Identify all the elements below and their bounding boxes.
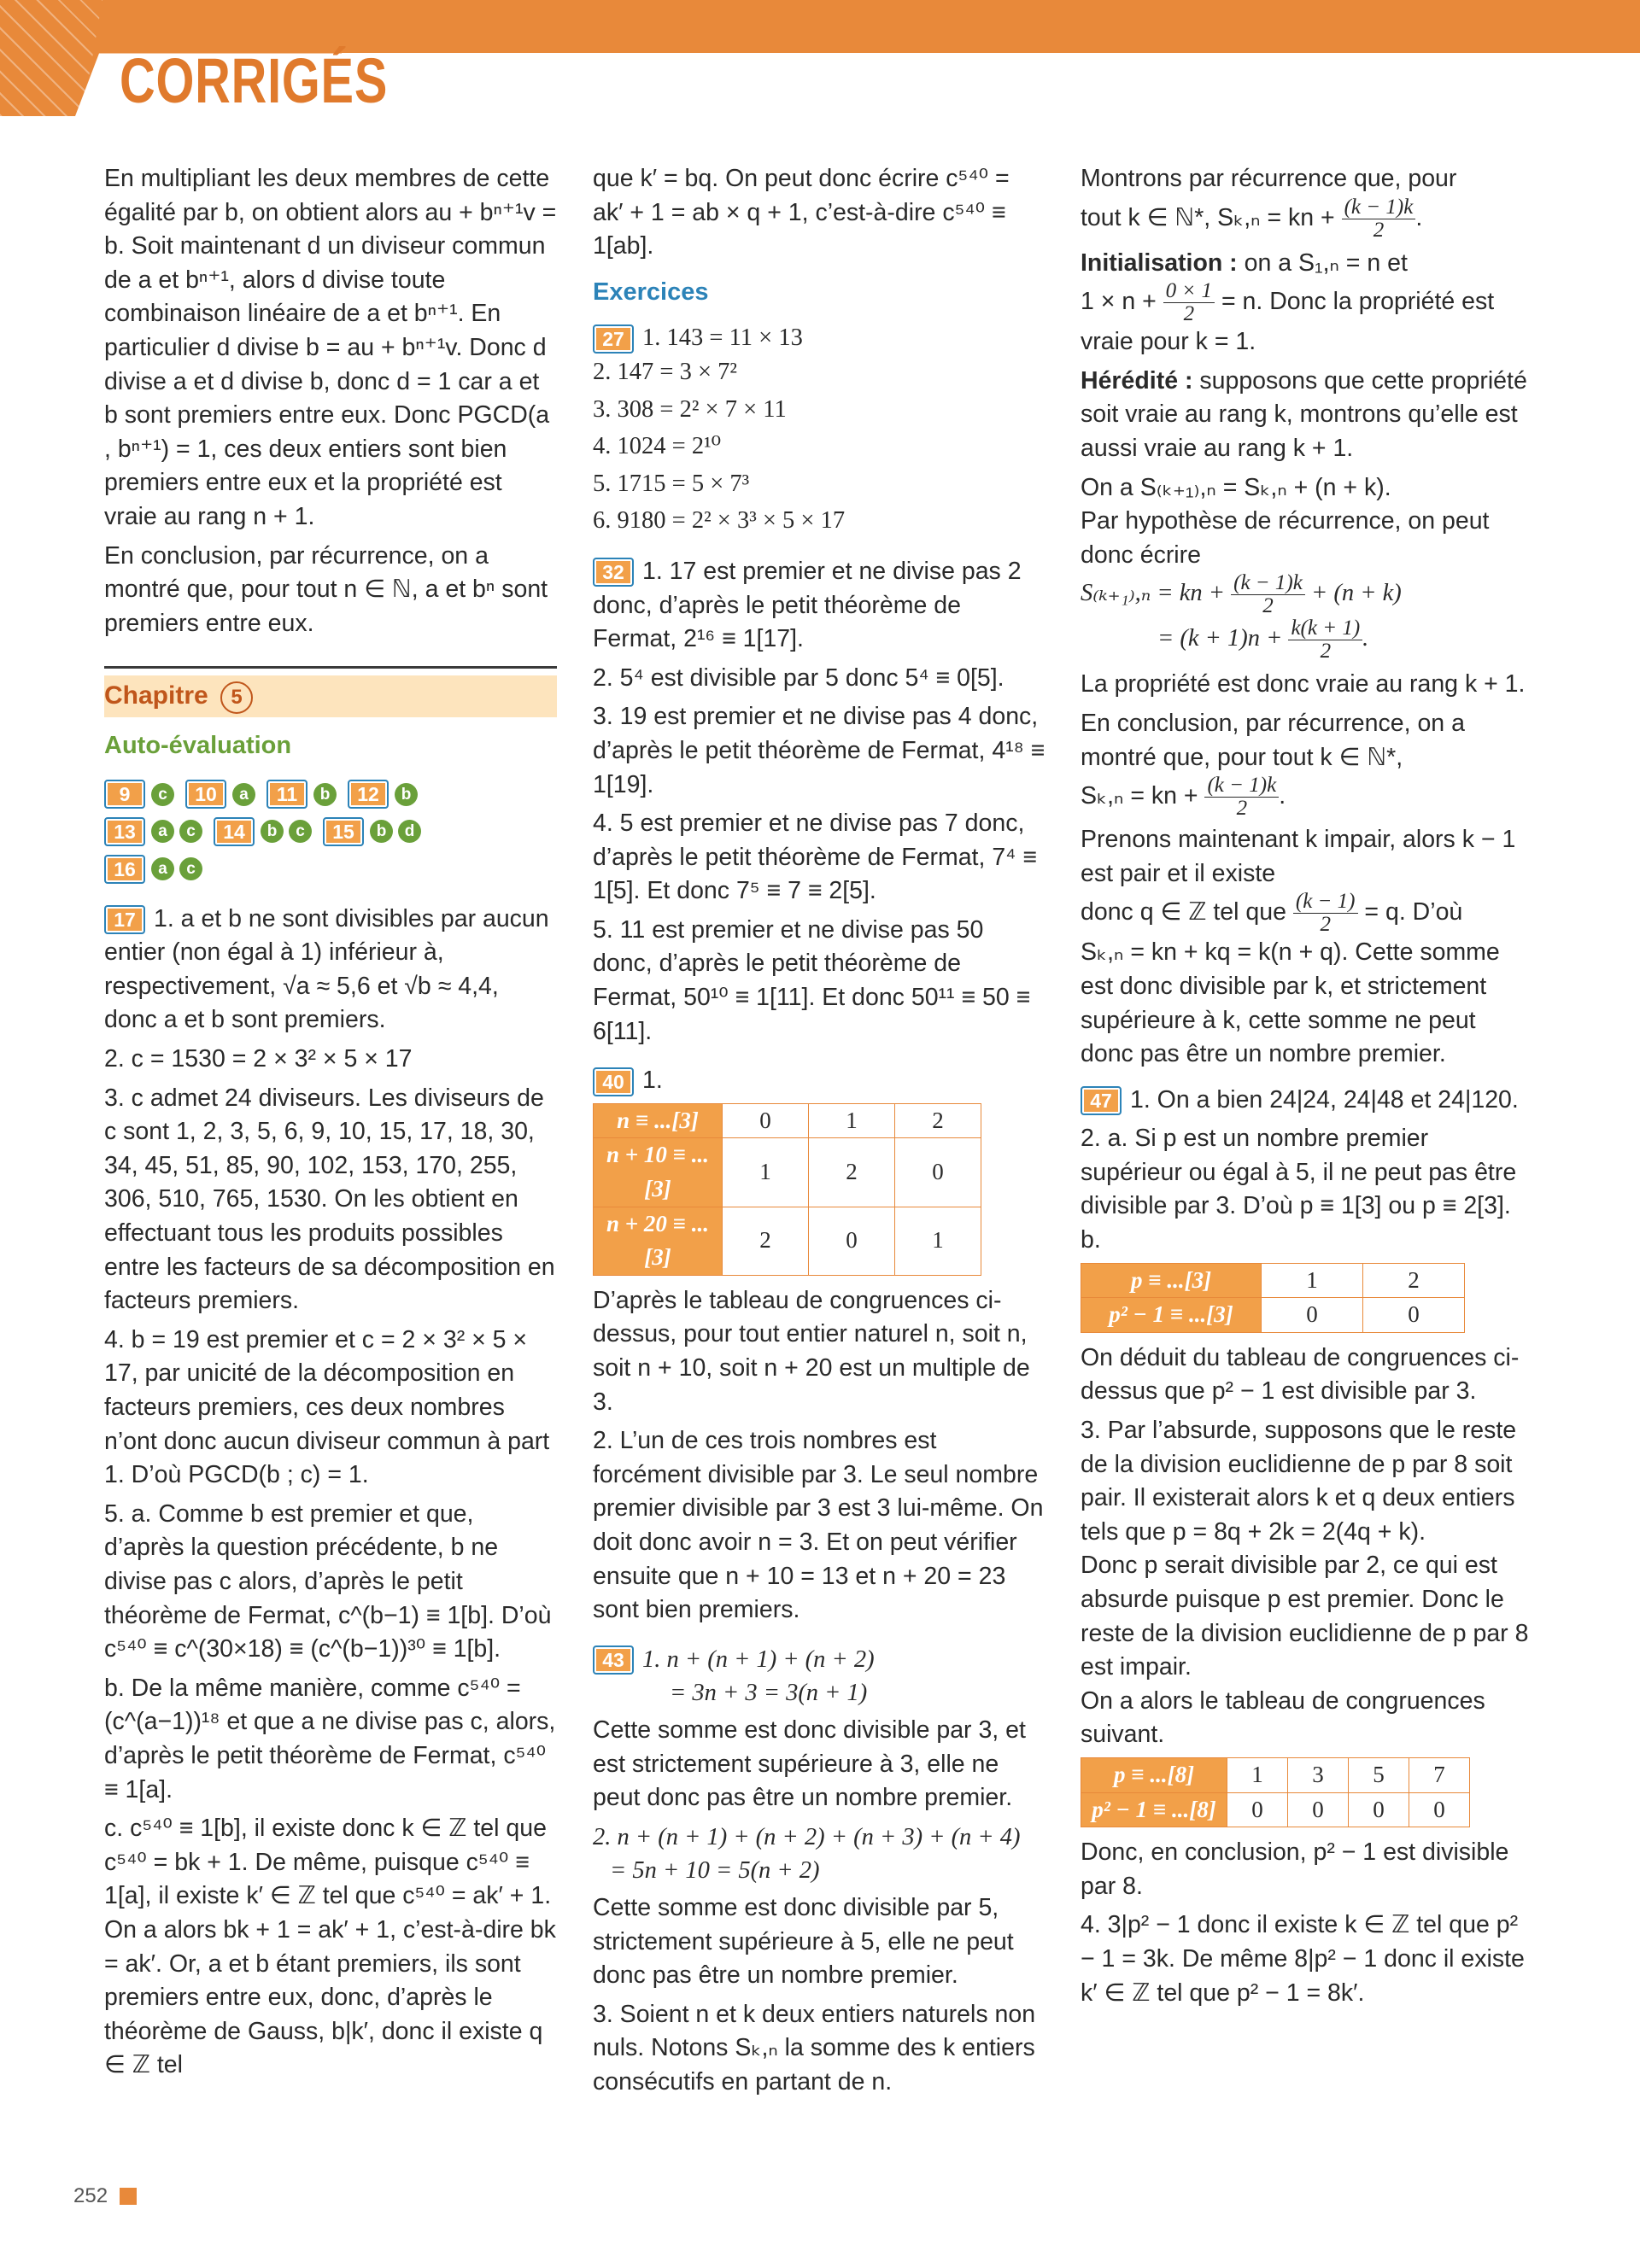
congruence-table — [1081, 1757, 1470, 1827]
qcm-item — [185, 780, 258, 807]
fraction-den: 2 — [1236, 797, 1248, 821]
paragraph — [1081, 247, 1533, 281]
qcm-answer: d — [398, 820, 421, 843]
answer-text: 1. a et b ne sont divisibles par aucun entier (non égal à 1) inférieur à, respectivement, √a ≈ 5,6 et √b ≈ 4,4, donc a et b sont premiers. — [104, 904, 549, 1034]
answer-text: 2. a. Si p est un nombre premier supérieur ou égal à 5, il ne peut pas être divisible par 3. D’où p ≡ 1[3] ou p ≡ 2[3]. — [1081, 1125, 1517, 1220]
header-pattern — [0, 0, 102, 116]
answer-text: 2. 147 = 3 × 7² — [593, 358, 737, 385]
qcm-answer: b — [261, 820, 284, 843]
answer-text: 5. a. Comme b est premier et que, d’après la question précédente, b ne divise pas c alors, d’après le petit théorème de Fermat, c^(b−1) ≡ 1[b]. D’où c⁵⁴⁰ ≡ c^(30×18) ≡ (c^(b−1))³⁰ ≡ 1[b]. — [104, 1499, 552, 1663]
exercise — [593, 1643, 1046, 1677]
paragraph: que k′ = bq. On peut donc écrire c⁵⁴⁰ = ak′ + 1 = ab × q + 1, c’est-à-dire c⁵⁴⁰ ≡ 1[ab]. — [593, 165, 1010, 260]
qcm-answer: c — [179, 820, 202, 843]
fraction-den: 2 — [1183, 302, 1195, 326]
qcm-answer: c — [151, 783, 174, 806]
table-cell: 2 — [1363, 1263, 1465, 1298]
congruence-table — [1081, 1263, 1465, 1333]
answer-text: Donc p serait divisible par 2, ce qui est absurde puisque p est premier. Donc le reste de la division euclidienne de p par 8 est impair. — [1081, 1552, 1529, 1681]
table-cell: 0 — [809, 1207, 895, 1275]
paragraph — [1081, 891, 1533, 936]
exercise-badge: 43 — [593, 1645, 634, 1675]
section-title: Auto-évaluation — [104, 732, 292, 760]
table-cell: 1 — [809, 1103, 895, 1138]
text: tout k ∈ ℕ*, Sₖ,ₙ = kn + — [1081, 203, 1335, 231]
text: 1 × n + — [1081, 288, 1157, 316]
answer-text: 4. b = 19 est premier et c = 2 × 3² × 5 × 17, par unicité de la décomposition en facteurs premiers, ces deux nombres n’ont donc aucun diviseur commun à part 1. D’où PGCD(b ; c) = 1. — [104, 1325, 550, 1489]
exercise — [593, 1064, 1046, 1098]
answer-text: On a alors le tableau de congruences suivant. — [1081, 1686, 1485, 1749]
chapter-number: 5 — [220, 681, 253, 714]
qcm-row — [104, 815, 557, 849]
qcm-item — [214, 817, 314, 845]
exercise — [593, 555, 1046, 657]
text: Sₖ,ₙ = kn + — [1081, 782, 1198, 810]
table-cell: 1 — [723, 1138, 809, 1207]
paragraph: En conclusion, par récurrence, on a montré que, pour tout n ∈ ℕ, a et bⁿ sont premiers entre eux. — [104, 541, 548, 637]
answer-text: = 5n + 10 = 5(n + 2) — [610, 1857, 820, 1885]
answer-text: 2. L’un de ces trois nombres est forcément divisible par 3. Le seul nombre premier divisible par 3 est 3 lui-même. On doit donc avoir n = 3. Et on peut vérifier ensuite que n + 10 = 13 et n + 20 = 23 sont bien premiers. — [593, 1427, 1044, 1624]
paragraph: tout k ∈ ℕ*, Sₖ,ₙ = kn + $\frac{(k - 1)k}{2}$ . — [1081, 195, 1423, 242]
table-cell: 0 — [895, 1138, 981, 1207]
paragraph: En conclusion, par récurrence, on a montré que, pour tout k ∈ ℕ*, — [1081, 709, 1465, 771]
exercise-badge: 17 — [104, 905, 145, 934]
table-cell: 0 — [1227, 1792, 1288, 1827]
table-cell: 0 — [1409, 1792, 1470, 1827]
text: S₍ₖ₊₁₎,ₙ = kn + — [1081, 580, 1226, 607]
answer-text: 3. Par l’absurde, supposons que le reste de la division euclidienne de p par 8 soit pair. Il existerait alors k et q deux entiers tels que p = 8q + 2k = 2(4q + k). — [1081, 1417, 1517, 1546]
table-cell: p² − 1 ≡ ...[3] — [1081, 1298, 1262, 1333]
table-cell: 2 — [809, 1138, 895, 1207]
label: Hérédité : — [1081, 366, 1193, 395]
exercise-badge: 32 — [593, 558, 634, 587]
qcm-badge: 16 — [104, 855, 145, 884]
answer-text: 3. c admet 24 diviseurs. Les diviseurs de c sont 1, 2, 3, 5, 6, 9, 10, 15, 17, 18, 30, 34, 45, 51, 85, 90, 102, 153, 170, 255, 306, 510, 765, 1530. On les obtient en effectuant tous les produits possibles entre les facteurs de sa décomposition en facteurs premiers. — [104, 1084, 555, 1315]
fraction-num: 0 × 1 — [1163, 280, 1215, 303]
answer-text: 1. 143 = 11 × 13 — [642, 324, 803, 352]
fraction-num: (k − 1)k — [1231, 572, 1305, 595]
equation: = (k + 1)n + $\frac{k(k + 1)}{2}$ . — [1157, 617, 1369, 663]
fraction-num: (k − 1)k — [1204, 775, 1279, 798]
paragraph: En multipliant les deux membres de cette égalité par b, on obtient alors au + bⁿ⁺¹v = b. Soit maintenant d un diviseur commun de a et bⁿ⁺¹, alors d divise toute combinaison linéaire de a et bⁿ⁺¹. En particulier d divise b = au + bⁿ⁺¹v. Donc d divise a et d divise b, donc d = 1 car a et b sont premiers entre eux. Donc PGCD(a , bⁿ⁺¹) = 1, ces deux entiers sont bien premiers entre eux et la propriété est vraie au rang n + 1. — [104, 165, 557, 530]
answer-text: c. c⁵⁴⁰ ≡ 1[b], il existe donc k ∈ ℤ tel que c⁵⁴⁰ = bk + 1. De même, puisque c⁵⁴⁰ ≡ 1[a], il existe k′ ∈ ℤ tel que c⁵⁴⁰ = ak′ + 1. On a alors bk + 1 = ak′ + 1, c’est-à-dire bk = ak′. Or, a et b étant premiers, ils sont premiers entre eux, donc, d’après le théorème de Gauss, b|k′, donc il existe q ∈ ℤ tel — [104, 1815, 556, 2079]
column-3 — [1081, 162, 1533, 2015]
paragraph: Par hypothèse de récurrence, on peut donc écrire — [1081, 507, 1490, 569]
table-cell: n + 20 ≡ ...[3] — [594, 1207, 723, 1275]
answer-text: b. — [1081, 1226, 1101, 1254]
qcm-answer: c — [179, 857, 202, 880]
chapter-label: Chapitre — [104, 681, 208, 710]
paragraph: Sₖ,ₙ = kn + $\frac{(k - 1)k}{2}$ . — [1081, 774, 1286, 821]
answer-text: On déduit du tableau de congruences ci-dessus que p² − 1 est divisible par 3. — [1081, 1343, 1520, 1406]
answer-text: 3. 19 est premier et ne divise pas 4 donc, d’après le petit théorème de Fermat, 4¹⁸ ≡ 1[19]. — [593, 703, 1046, 798]
qcm-item — [348, 780, 420, 807]
table-cell: 0 — [1262, 1298, 1363, 1333]
answer-text: 4. 3|p² − 1 donc il existe k ∈ ℤ tel que p² − 1 = 3k. De même 8|p² − 1 donc il existe k′ ∈ ℤ tel que p² − 1 = 8k′. — [1081, 1911, 1525, 2007]
column-1 — [104, 162, 557, 2088]
answer-text: 3. Soient n et k deux entiers naturels non nuls. Notons Sₖ,ₙ la somme des k entiers consécutifs en partant de n. — [593, 2000, 1036, 2096]
exercise-badge: 47 — [1081, 1086, 1122, 1115]
exercise — [1081, 1084, 1533, 1118]
qcm-badge: 11 — [266, 780, 308, 809]
qcm-item — [104, 780, 177, 807]
table-cell: 0 — [1288, 1792, 1349, 1827]
fraction — [1231, 572, 1305, 617]
qcm-row — [104, 851, 557, 886]
label: Initialisation : — [1081, 248, 1238, 277]
fraction-num: (k − 1)k — [1342, 196, 1416, 219]
table-cell: n ≡ ...[3] — [594, 1103, 723, 1138]
answer-text: 2. n + (n + 1) + (n + 2) + (n + 3) + (n + 4) — [593, 1823, 1021, 1850]
fraction-den: 2 — [1262, 594, 1274, 618]
divider — [104, 666, 557, 669]
answer-text: D’après le tableau de congruences ci-dessus, pour tout entier naturel n, soit n, soit n + 10, soit n + 20 est un multiple de 3. — [593, 1286, 1030, 1416]
answer-text: = 3n + 3 = 3(n + 1) — [670, 1680, 868, 1707]
qcm-item — [104, 854, 205, 881]
column-2 — [593, 162, 1046, 2104]
fraction — [1342, 196, 1416, 242]
table-cell: 0 — [723, 1103, 809, 1138]
table-cell: p ≡ ...[8] — [1081, 1757, 1227, 1792]
chapter-heading — [104, 675, 557, 717]
answer-text: 3. 308 = 2² × 7 × 11 — [593, 395, 787, 423]
table-cell: p² − 1 ≡ ...[8] — [1081, 1792, 1227, 1827]
qcm-answer: b — [313, 783, 337, 806]
paragraph: La propriété est donc vraie au rang k + 1. — [1081, 670, 1526, 699]
fraction — [1163, 280, 1215, 325]
answer-text: 1. n + (n + 1) + (n + 2) — [642, 1645, 875, 1673]
qcm-badge: 10 — [185, 780, 226, 809]
fraction-den: 2 — [1373, 218, 1385, 242]
answer-text: 1. On a bien 24|24, 24|48 et 24|120. — [1130, 1085, 1519, 1114]
answer-text: Cette somme est donc divisible par 5, strictement supérieure à 5, elle ne peut donc pas être un nombre premier. — [593, 1893, 1014, 1990]
table-cell: p ≡ ...[3] — [1081, 1263, 1262, 1298]
table-cell: 1 — [895, 1207, 981, 1275]
qcm-badge: 9 — [104, 780, 145, 809]
footer-square — [120, 2188, 137, 2205]
congruence-table — [593, 1103, 981, 1276]
answer-text: 6. 9180 = 2² × 3³ × 5 × 17 — [593, 507, 846, 535]
qcm-answer: a — [232, 783, 255, 806]
fraction-num: (k − 1) — [1293, 891, 1358, 914]
paragraph: Prenons maintenant k impair, alors k − 1 est pair et il existe — [1081, 826, 1516, 887]
answer-text: b. De la même manière, comme c⁵⁴⁰ = (c^(a−1))¹⁸ et que a ne divise pas c, alors, d’après le petit théorème de Fermat, c⁵⁴⁰ ≡ 1[a]. — [104, 1674, 556, 1803]
page-title: CORRIGÉS — [120, 45, 389, 116]
table-cell: 1 — [1227, 1757, 1288, 1792]
qcm-item — [323, 817, 424, 845]
qcm-answer: c — [289, 820, 312, 843]
table-cell: 1 — [1262, 1263, 1363, 1298]
exercise-badge: 27 — [593, 324, 634, 354]
text: supposons que cette propriété soit vraie au rang k, montrons qu’elle est aussi vraie au rang k + 1. — [1081, 366, 1527, 462]
text: = q. D’où — [1364, 898, 1463, 926]
exercise-badge: 40 — [593, 1067, 634, 1096]
qcm-answer: b — [370, 820, 393, 843]
qcm-badge: 12 — [348, 780, 389, 809]
paragraph — [1081, 280, 1533, 359]
exercise — [593, 321, 1046, 355]
paragraph — [1081, 365, 1533, 466]
answer-text: 4. 1024 = 2¹⁰ — [593, 433, 722, 460]
qcm-answer: a — [151, 857, 174, 880]
answer-text: 1. 17 est premier et ne divise pas 2 donc, d’après le petit théorème de Fermat, 2¹⁶ ≡ 1[17]. — [593, 557, 1022, 653]
answer-text: 2. c = 1530 = 2 × 3² × 5 × 17 — [104, 1045, 413, 1073]
fraction-num: k(k + 1) — [1288, 617, 1362, 640]
answer-text: 4. 5 est premier et ne divise pas 7 donc, d’après le petit théorème de Fermat, 7⁴ ≡ 1[5]. Et donc 7⁵ ≡ 7 ≡ 2[5]. — [593, 810, 1037, 905]
answer-text: 1. — [642, 1067, 663, 1095]
qcm-answer: b — [395, 783, 418, 806]
fraction-den: 2 — [1320, 640, 1332, 663]
page-number: 252 — [73, 2184, 108, 2207]
fraction — [1293, 891, 1358, 936]
text: on a S₁,ₙ = n et — [1237, 248, 1408, 277]
qcm-item — [266, 780, 339, 807]
qcm-badge: 13 — [104, 817, 145, 846]
exercise — [104, 903, 557, 1038]
paragraph: Sₖ,ₙ = kn + kq = k(n + q). Cette somme est donc divisible par k, et strictement supérieure à k, cette somme ne peut donc pas être un nombre premier. — [1081, 938, 1500, 1068]
table-cell: 7 — [1409, 1757, 1470, 1792]
qcm-badge: 14 — [214, 817, 255, 846]
table-cell: 2 — [895, 1103, 981, 1138]
text: donc q ∈ ℤ tel que — [1081, 898, 1286, 926]
qcm-item — [104, 817, 205, 845]
answer-text: 5. 11 est premier et ne divise pas 50 donc, d’après le petit théorème de Fermat, 50¹⁰ ≡ 1[11]. Et donc 50¹¹ ≡ 50 ≡ 6[11]. — [593, 915, 1031, 1045]
answer-text: Cette somme est donc divisible par 3, et est strictement supérieure à 3, elle ne peut donc pas être un nombre premier. — [593, 1716, 1026, 1812]
paragraph: Montrons par récurrence que, pour — [1081, 165, 1457, 192]
table-cell: 5 — [1349, 1757, 1409, 1792]
qcm-row — [104, 777, 557, 811]
fraction — [1288, 617, 1362, 663]
table-cell: 0 — [1349, 1792, 1409, 1827]
text: + (n + k) — [1310, 580, 1402, 607]
equation — [1081, 572, 1533, 617]
table-cell: 0 — [1363, 1298, 1465, 1333]
text: = (k + 1)n + — [1157, 625, 1283, 652]
answer-text: 2. 5⁴ est divisible par 5 donc 5⁴ ≡ 0[5]. — [593, 663, 1004, 692]
qcm-answers — [104, 777, 557, 886]
fraction — [1204, 775, 1279, 820]
table-cell: 3 — [1288, 1757, 1349, 1792]
qcm-badge: 15 — [323, 817, 364, 846]
fraction-den: 2 — [1320, 913, 1331, 937]
table-cell: n + 10 ≡ ...[3] — [594, 1138, 723, 1207]
text: = n. Donc la propriété est vraie pour k = 1. — [1081, 288, 1495, 356]
answer-text: 5. 1715 = 5 × 7³ — [593, 470, 750, 497]
section-title: Exercices — [593, 278, 709, 306]
table-cell: 2 — [723, 1207, 809, 1275]
qcm-answer: a — [151, 820, 174, 843]
paragraph: On a S₍ₖ₊₁₎,ₙ = Sₖ,ₙ + (n + k). — [1081, 473, 1391, 501]
answer-text: Donc, en conclusion, p² − 1 est divisible par 8. — [1081, 1838, 1509, 1900]
